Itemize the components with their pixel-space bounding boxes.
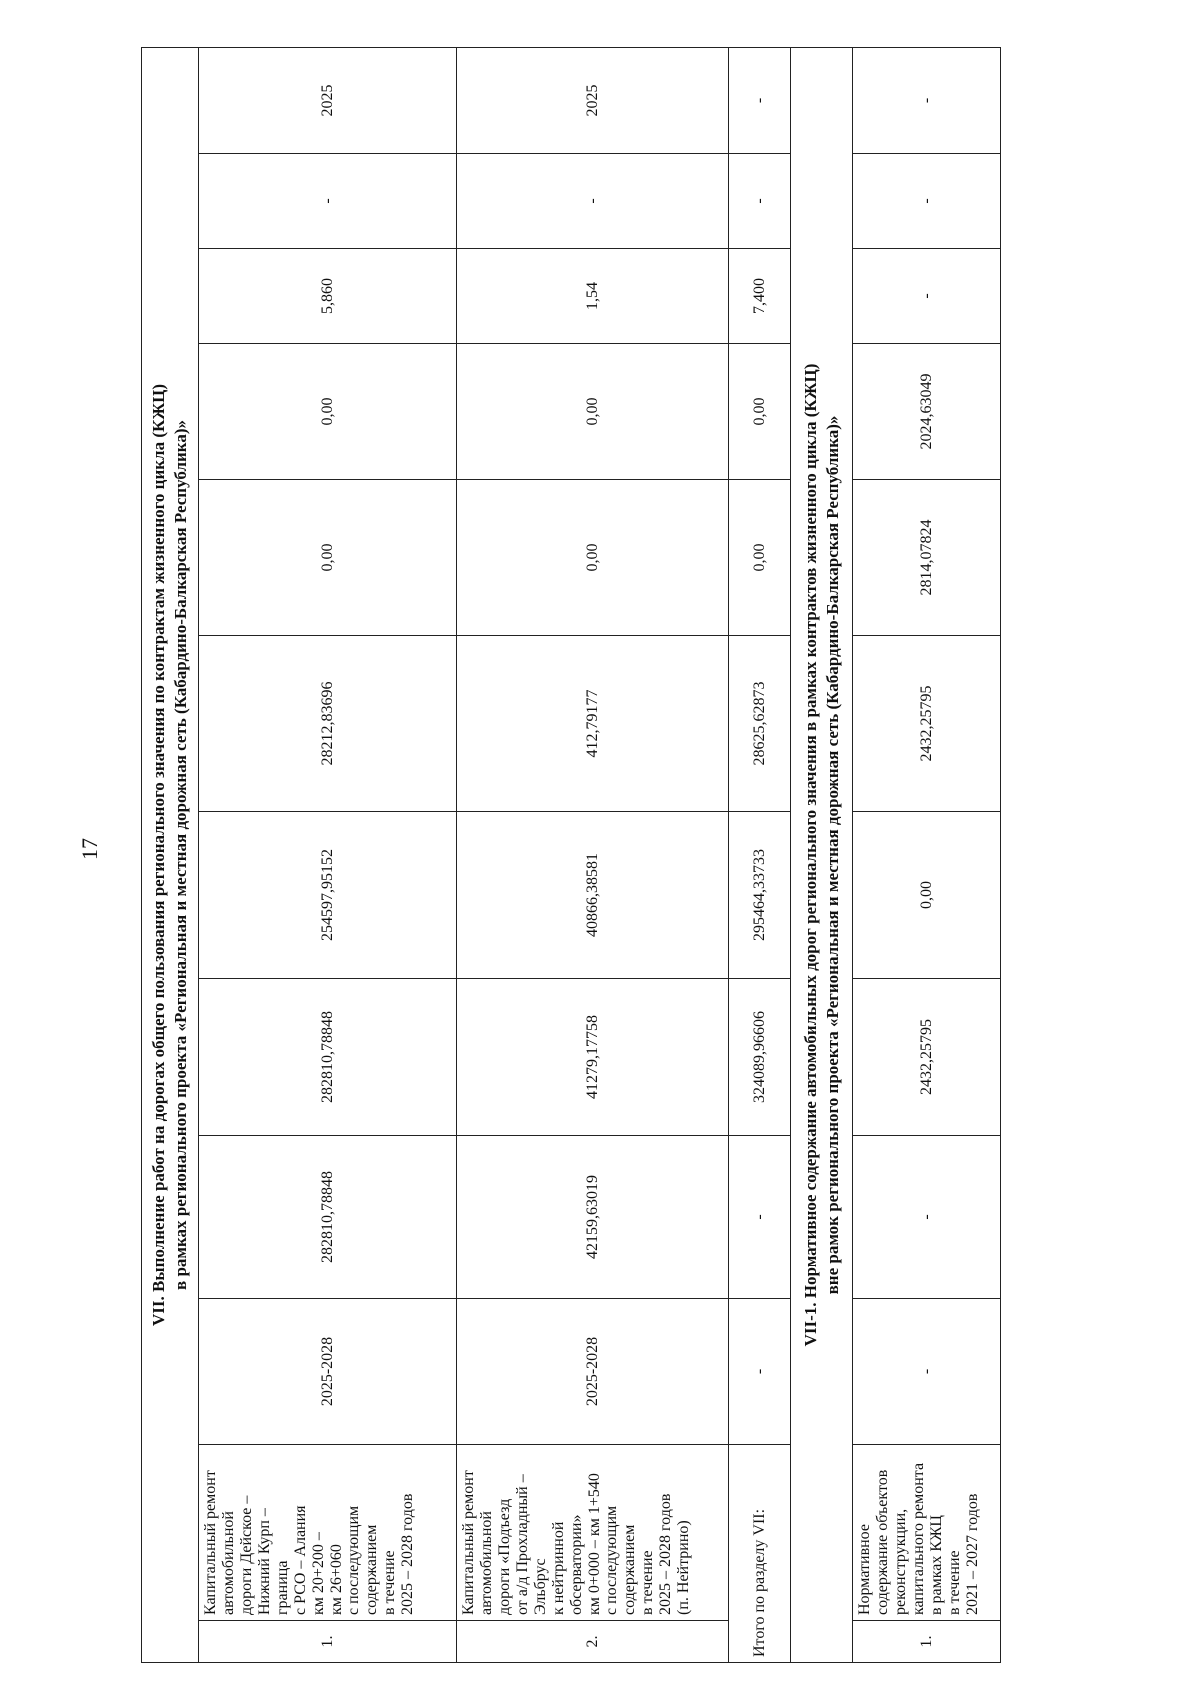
section-7-title-line-1: VII. Выполнение работ на дорогах общего пользования регионального значения по контрактам жизненного цикла (КЖЦ) bbox=[149, 383, 168, 1326]
value-cell: 282810,78848 bbox=[199, 1136, 457, 1299]
table-row bbox=[457, 47, 729, 1662]
rotated-table-block bbox=[141, 48, 1200, 1663]
object-name-line: автомобильной bbox=[220, 1511, 238, 1615]
value-cell: 0,00 bbox=[853, 812, 1001, 979]
value-cell: - bbox=[457, 154, 729, 249]
object-name-line: содержанием bbox=[363, 1524, 381, 1615]
object-name-line: Нормативное bbox=[856, 1524, 874, 1615]
value-cell: 0,00 bbox=[199, 344, 457, 480]
value-cell: 7,400 bbox=[729, 249, 791, 344]
section-7-header-row bbox=[142, 47, 199, 1662]
object-name-line: от а/д Прохладный – bbox=[513, 1474, 531, 1615]
object-name-line: содержанием bbox=[621, 1524, 639, 1615]
page-number: 17 bbox=[77, 838, 102, 860]
object-name-line: в течение bbox=[639, 1550, 657, 1615]
object-name-line: дороги «Подъезд bbox=[496, 1498, 513, 1615]
value-cell: 412,79177 bbox=[457, 636, 729, 812]
value-cell: 0,00 bbox=[457, 480, 729, 636]
object-name bbox=[853, 1445, 1001, 1621]
value-cell: - bbox=[199, 154, 457, 249]
period-cell: - bbox=[853, 1299, 1001, 1445]
section-7-1-header-row bbox=[791, 47, 853, 1662]
object-name bbox=[199, 1445, 457, 1621]
period-cell: 2025-2028 bbox=[457, 1299, 729, 1445]
value-cell: 2025 bbox=[457, 47, 729, 153]
value-cell: 28625,62873 bbox=[729, 636, 791, 812]
value-cell: - bbox=[729, 154, 791, 249]
table-row bbox=[199, 47, 457, 1662]
value-cell: 2025 bbox=[199, 47, 457, 153]
value-cell: 2432,25795 bbox=[853, 636, 1001, 812]
value-cell: 282810,78848 bbox=[199, 979, 457, 1136]
object-name-line: в течение bbox=[381, 1550, 399, 1615]
object-name-line: в течение bbox=[945, 1550, 963, 1615]
object-name-line: 2025 – 2028 годов bbox=[657, 1493, 675, 1615]
object-name-line: с РСО – Алания bbox=[291, 1505, 309, 1615]
object-name-line: 2021 – 2027 годов bbox=[963, 1493, 981, 1615]
value-cell: - bbox=[853, 249, 1001, 344]
value-cell: - bbox=[729, 1136, 791, 1299]
object-name-line: граница bbox=[273, 1560, 291, 1615]
section-7-title bbox=[142, 47, 199, 1662]
object-name-line: реконструкции, bbox=[892, 1508, 909, 1615]
value-cell: - bbox=[729, 47, 791, 153]
section-7-1-title bbox=[791, 47, 853, 1662]
object-name-line: км 26+060 bbox=[327, 1544, 345, 1615]
row-number: 1. bbox=[199, 1621, 457, 1663]
table-row bbox=[853, 47, 1001, 1662]
object-name-line: Нижний Курп – bbox=[255, 1508, 273, 1615]
row-number: 2. bbox=[457, 1621, 729, 1663]
object-name-line: дороги Дейское – bbox=[238, 1495, 255, 1615]
value-cell: 2432,25795 bbox=[853, 979, 1001, 1136]
period-cell: 2025-2028 bbox=[199, 1299, 457, 1445]
object-name-line: содержание объектов bbox=[874, 1469, 892, 1615]
value-cell: 324089,96606 bbox=[729, 979, 791, 1136]
value-cell: 0,00 bbox=[729, 480, 791, 636]
value-cell: 42159,63019 bbox=[457, 1136, 729, 1299]
object-name-line: в рамках КЖЦ bbox=[927, 1515, 945, 1615]
row-number: 1. bbox=[853, 1621, 1001, 1663]
section-7-title-line-2: в рамках регионального проекта «Региональная и местная дорожная сеть (Кабардино-Балкарская Республика)» bbox=[171, 420, 191, 1290]
object-name-line: км 0+000 – км 1+540 bbox=[585, 1473, 603, 1615]
road-works-table bbox=[141, 47, 1001, 1663]
value-cell: - bbox=[853, 47, 1001, 153]
object-name-line: (п. Нейтрино) bbox=[675, 1520, 693, 1615]
value-cell: 0,00 bbox=[199, 480, 457, 636]
value-cell: 28212,83696 bbox=[199, 636, 457, 812]
value-cell: - bbox=[853, 1136, 1001, 1299]
value-cell: - bbox=[853, 154, 1001, 249]
total-label: Итого по разделу VII: bbox=[729, 1445, 791, 1663]
object-name bbox=[457, 1445, 729, 1621]
value-cell: 295464,33733 bbox=[729, 812, 791, 979]
object-name-line: км 20+200 – bbox=[309, 1532, 327, 1615]
object-name-line: к нейтринной bbox=[549, 1521, 567, 1615]
value-cell: 2814,07824 bbox=[853, 480, 1001, 636]
value-cell: 0,00 bbox=[457, 344, 729, 480]
total-row bbox=[729, 47, 791, 1662]
value-cell: 1,54 bbox=[457, 249, 729, 344]
value-cell: 40866,38581 bbox=[457, 812, 729, 979]
value-cell: 0,00 bbox=[729, 344, 791, 480]
object-name-line: обсерватории» bbox=[567, 1514, 585, 1615]
period-cell: - bbox=[729, 1299, 791, 1445]
object-name-line: автомобильной bbox=[478, 1511, 496, 1615]
object-name-line: с последующим bbox=[345, 1505, 363, 1615]
object-name-line: Эльбрус bbox=[531, 1558, 549, 1615]
object-name-line: капитального ремонта bbox=[909, 1462, 927, 1615]
section-7-1-title-line-2: вне рамок регионального проекта «Региональная и местная дорожная сеть (Кабардино-Балкарская Республика)» bbox=[822, 415, 842, 1295]
object-name-line: 2025 – 2028 годов bbox=[399, 1493, 417, 1615]
value-cell: 254597,95152 bbox=[199, 812, 457, 979]
value-cell: 5,860 bbox=[199, 249, 457, 344]
object-name-line: Капитальный ремонт bbox=[460, 1470, 478, 1615]
value-cell: 41279,17758 bbox=[457, 979, 729, 1136]
section-7-1-title-line-1: VII-1. Нормативное содержание автомобильных дорог регионального значения в рамках контрактов жизненного цикла (КЖЦ) bbox=[800, 363, 820, 1347]
object-name-line: с последующим bbox=[603, 1505, 621, 1615]
value-cell: 2024,63049 bbox=[853, 344, 1001, 480]
object-name-line: Капитальный ремонт bbox=[202, 1470, 220, 1615]
